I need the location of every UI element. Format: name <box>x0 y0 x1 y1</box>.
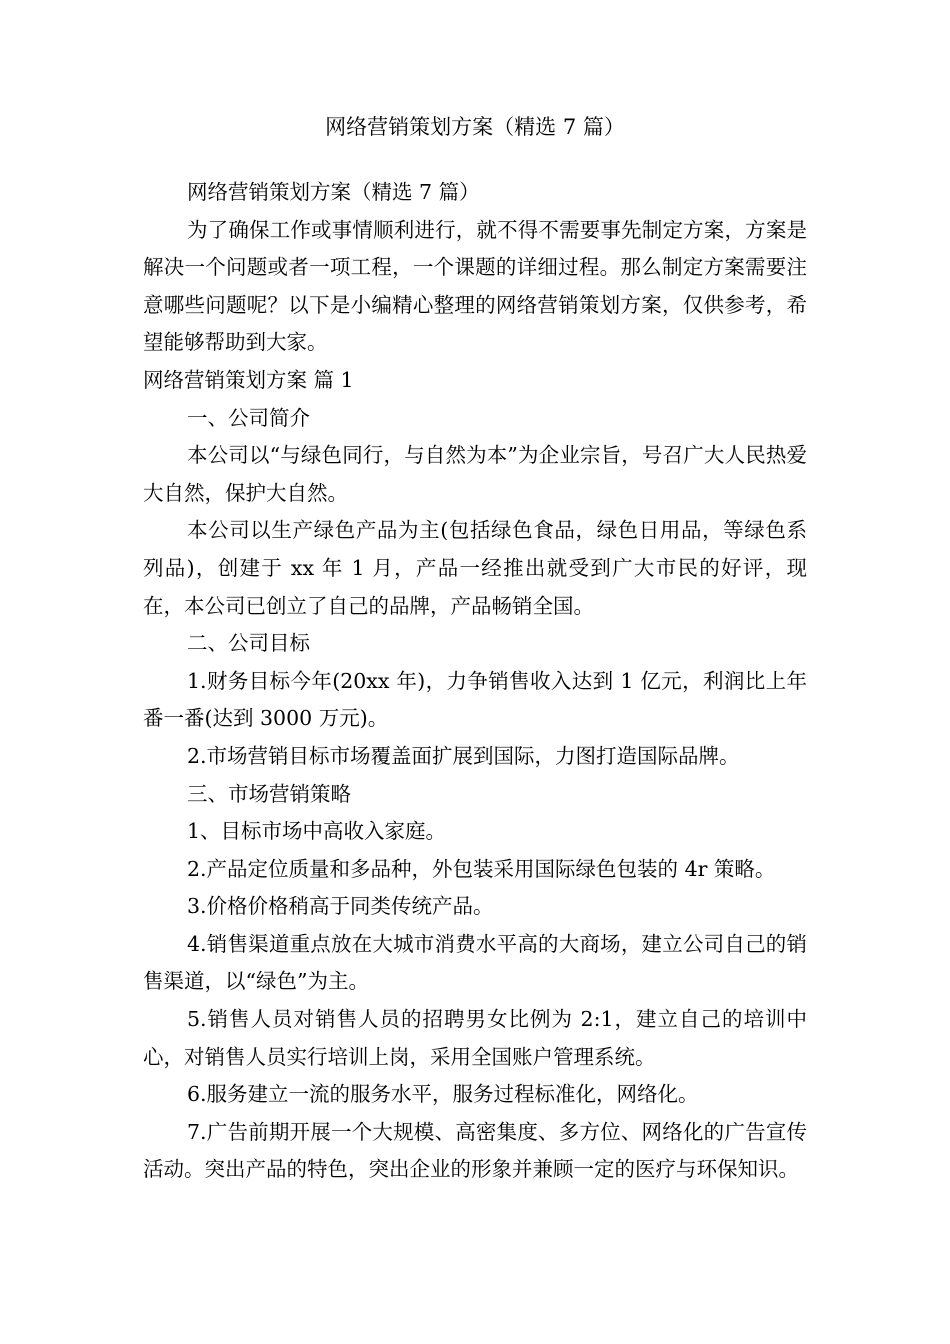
body-paragraph: 4.销售渠道重点放在大城市消费水平高的大商场，建立公司自己的销售渠道，以“绿色”为主。 <box>143 931 807 994</box>
body-paragraph: 7.广告前期开展一个大规模、高密集度、多方位、网络化的广告宣传活动。突出产品的特色，突出企业的形象并兼顾一定的医疗与环保知识。 <box>143 1119 807 1182</box>
body-paragraph: 一、公司简介 <box>187 405 310 430</box>
body-paragraph: 2.产品定位质量和多品种，外包装采用国际绿色包装的 4r 策略。 <box>187 856 776 881</box>
body-paragraph: 1、目标市场中高收入家庭。 <box>187 819 447 844</box>
body-paragraph: 本公司以生产绿色产品为主(包括绿色食品，绿色日用品，等绿色系列品)，创建于 xx 年 1 月，产品一经推出就受到广大市民的好评，现在，本公司已创立了自己的品牌，产品畅销全国。 <box>143 518 807 618</box>
body-paragraph: 5.销售人员对销售人员的招聘男女比例为 2:1，建立自己的培训中心，对销售人员实行培训上岗，采用全国账户管理系统。 <box>143 1007 807 1069</box>
body-paragraph: 三、市场营销策略 <box>187 781 351 806</box>
body-paragraph: 二、公司目标 <box>187 631 310 656</box>
document-body <box>143 174 807 1189</box>
body-paragraph: 网络营销策划方案（精选 7 篇） <box>187 180 480 204</box>
body-paragraph: 3.价格价格稍高于同类传统产品。 <box>187 894 494 919</box>
body-paragraph: 1.财务目标今年(20xx 年)，力争销售收入达到 1 亿元，利润比上年番一番(达到 3000 万元)。 <box>143 668 807 731</box>
document-title: 网络营销策划方案（精选 7 篇） <box>325 115 625 139</box>
body-paragraph: 本公司以“与绿色同行，与自然为本”为企业宗旨，号召广大人民热爱大自然，保护大自然。 <box>143 443 807 505</box>
section-heading: 网络营销策划方案 篇 1 <box>143 367 354 392</box>
body-paragraph: 6.服务建立一流的服务水平，服务过程标准化，网络化。 <box>187 1082 699 1107</box>
body-paragraph: 为了确保工作或事情顺利进行，就不得不需要事先制定方案，方案是解决一个问题或者一项工程，一个课题的详细过程。那么制定方案需要注意哪些问题呢？以下是小编精心整理的网络营销策划方案，仅供参考，希望能够帮助到大家。 <box>143 217 807 355</box>
body-paragraph: 2.市场营销目标市场覆盖面扩展到国际，力图打造国际品牌。 <box>187 743 740 768</box>
